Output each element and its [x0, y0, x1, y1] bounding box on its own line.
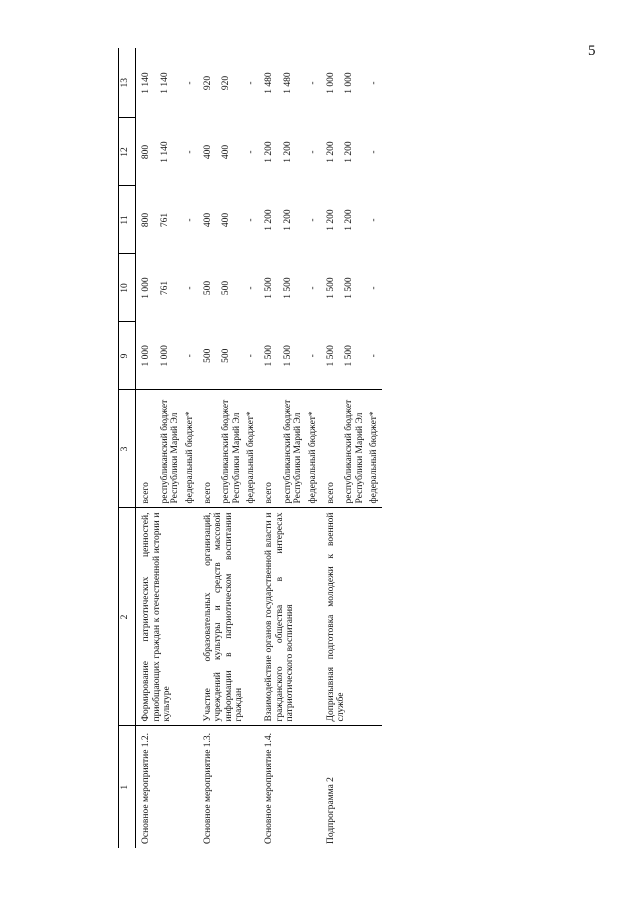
amount-cell: 1 140 — [159, 72, 170, 94]
amount-cell: 761 — [159, 280, 170, 296]
amount-cell: 400 — [202, 144, 213, 160]
amount-cell: 1 500 — [282, 277, 293, 299]
header-cell: 3 — [119, 390, 136, 508]
measure-name-cell: Основное мероприятие 1.4. — [264, 732, 274, 844]
amount-cell: 1 200 — [282, 141, 293, 163]
amount-cell: - — [369, 286, 380, 290]
header-cell: 10 — [119, 254, 136, 322]
amount-cell: 1 200 — [325, 209, 336, 231]
table-body — [136, 48, 383, 848]
funding-source-cell: республиканский бюджет Республики Марий Эл — [219, 390, 244, 508]
amount-cell: 1 500 — [281, 322, 306, 390]
amount-cell: - — [307, 286, 318, 290]
measure-name-cell: Подпрограмма 2 — [325, 777, 336, 844]
amount-cell: - — [246, 81, 257, 85]
header-cell: 12 — [119, 118, 136, 186]
header-row — [119, 48, 136, 848]
amount-cell: 1 480 — [282, 72, 293, 94]
amount-cell: 1 140 — [141, 72, 151, 94]
amount-cell: 1 200 — [264, 141, 274, 163]
funding-source-cell: федеральный бюджет* — [367, 390, 382, 508]
amount-cell: - — [184, 81, 195, 85]
funding-source-cell: республиканский бюджет Республики Марий Эл — [158, 390, 183, 508]
amount-cell: 1 500 — [344, 277, 355, 299]
amount-cell: - — [184, 286, 195, 290]
table-row — [198, 48, 220, 848]
amount-cell: - — [369, 81, 380, 85]
amount-cell: - — [369, 218, 380, 222]
amount-cell: 920 — [221, 75, 232, 91]
amount-cell: 800 — [141, 144, 151, 160]
funding-source-cell: всего — [259, 390, 281, 508]
measure-description-cell: Допризывная подготовка молодежи к военной службе — [321, 508, 383, 726]
amount-cell: - — [367, 322, 382, 390]
amount-cell: - — [184, 218, 195, 222]
funding-source-cell: федеральный бюджет* — [244, 390, 259, 508]
amount-cell: 1 000 — [344, 72, 355, 94]
amount-cell: 1 500 — [325, 277, 336, 299]
amount-cell: 1 200 — [344, 209, 355, 231]
amount-cell: 1 500 — [264, 277, 274, 299]
amount-cell: 1 500 — [321, 322, 343, 390]
amount-cell: 1 000 — [158, 322, 183, 390]
amount-cell: 1 500 — [259, 322, 281, 390]
amount-cell: 500 — [198, 322, 220, 390]
measure-name-cell: Основное мероприятие 1.2. — [141, 732, 151, 844]
page-number: 5 — [588, 43, 596, 59]
amount-cell: 400 — [221, 212, 232, 228]
amount-cell: 1 200 — [282, 209, 293, 231]
amount-cell: - — [307, 150, 318, 154]
header-cell: 1 — [119, 726, 136, 848]
amount-cell: - — [246, 150, 257, 154]
amount-cell: 1 200 — [344, 141, 355, 163]
funding-source-cell: республиканский бюджет Республики Марий Эл — [281, 390, 306, 508]
amount-cell: - — [306, 322, 321, 390]
measure-name-cell: Основное мероприятие 1.3. — [202, 732, 213, 844]
budget-table — [118, 48, 382, 848]
table-row — [321, 48, 343, 848]
amount-cell: - — [246, 286, 257, 290]
funding-source-cell: республиканский бюджет Республики Марий Эл — [342, 390, 367, 508]
amount-cell: 500 — [202, 280, 213, 296]
amount-cell: 500 — [219, 322, 244, 390]
amount-cell: 1 000 — [136, 322, 158, 390]
amount-cell: 1 500 — [342, 322, 367, 390]
amount-cell: 1 000 — [141, 277, 151, 299]
funding-source-cell: федеральный бюджет* — [183, 390, 198, 508]
measure-description-cell: Участие образовательных организаций, учреждений культуры и средств массовой информации в патриотическом воспитании граждан — [198, 508, 260, 726]
amount-cell: - — [183, 322, 198, 390]
amount-cell: - — [369, 150, 380, 154]
table-row — [136, 48, 158, 848]
header-cell: 2 — [119, 508, 136, 726]
funding-source-cell: всего — [136, 390, 158, 508]
rotated-table-page — [118, 48, 621, 848]
amount-cell: 400 — [202, 212, 213, 228]
amount-cell: 500 — [221, 280, 232, 296]
amount-cell: 1 000 — [325, 72, 336, 94]
measure-description-cell: Формирование патриотических ценностей, приобщающих граждан к отечественной истории и культуре — [136, 508, 198, 726]
measure-description-cell: Взаимодействие органов государственной власти и гражданского общества в интересах патриотического воспитания — [259, 508, 321, 726]
amount-cell: - — [246, 218, 257, 222]
amount-cell: - — [307, 218, 318, 222]
header-cell: 9 — [119, 322, 136, 390]
amount-cell: 1 480 — [264, 72, 274, 94]
amount-cell: 920 — [202, 75, 213, 91]
amount-cell: - — [307, 81, 318, 85]
amount-cell: 1 200 — [325, 141, 336, 163]
funding-source-cell: федеральный бюджет* — [306, 390, 321, 508]
header-cell: 11 — [119, 186, 136, 254]
amount-cell: 400 — [221, 144, 232, 160]
funding-source-cell: всего — [198, 390, 220, 508]
amount-cell: 800 — [141, 212, 151, 228]
table-row — [259, 48, 281, 848]
header-cell: 13 — [119, 48, 136, 118]
amount-cell: 761 — [159, 212, 170, 228]
amount-cell: 1 140 — [159, 141, 170, 163]
amount-cell: 1 200 — [264, 209, 274, 231]
funding-source-cell: всего — [321, 390, 343, 508]
amount-cell: - — [184, 150, 195, 154]
amount-cell: - — [244, 322, 259, 390]
